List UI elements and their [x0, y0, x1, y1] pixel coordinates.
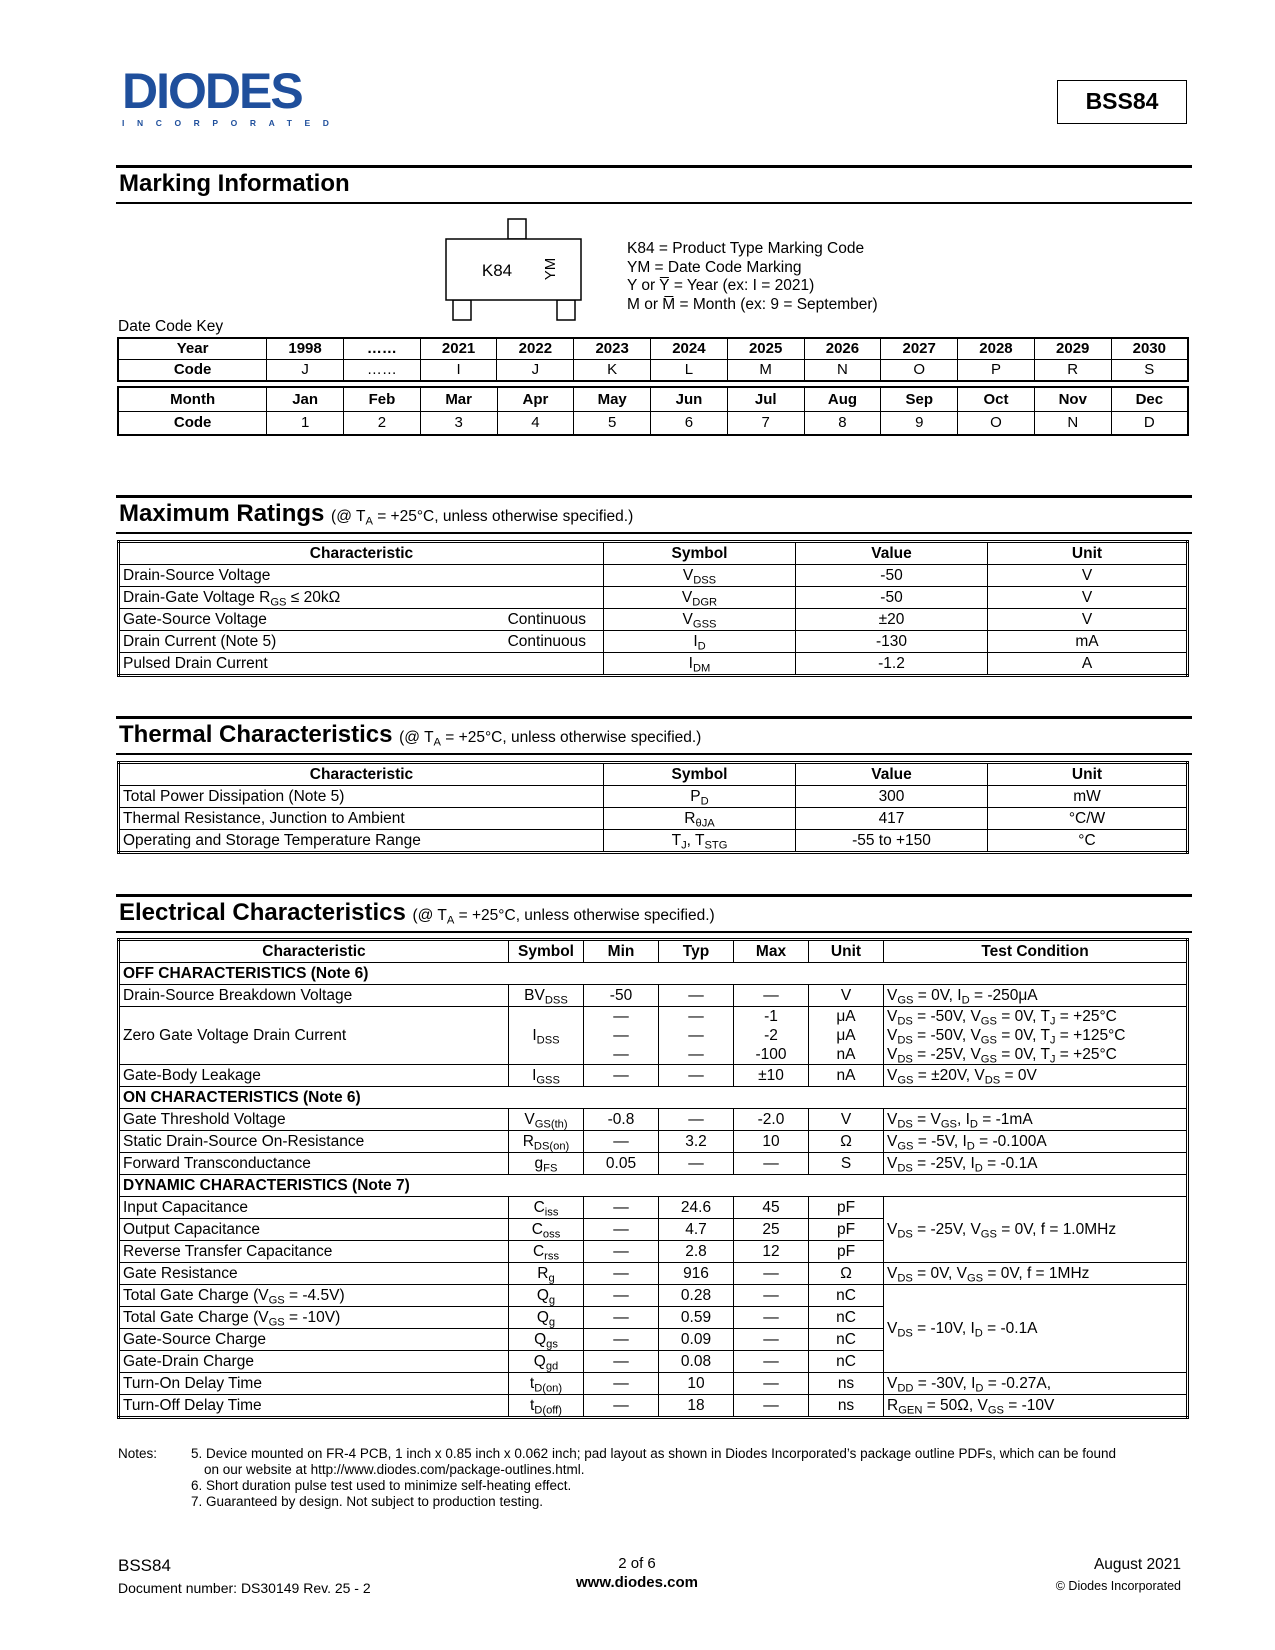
symbol-cell: $V_{GSS}$: [604, 609, 796, 631]
month-code-row: [118, 412, 1188, 436]
unit-cell: V: [809, 985, 884, 1007]
table-row: [119, 1109, 1188, 1131]
year-code-table: [117, 337, 1189, 382]
condition-note: Continuous: [507, 633, 586, 650]
section-rule: [116, 165, 1192, 168]
test-condition-cell: $V_{DS} = -50V$, $V_{GS} = 0V$, $T_J = +25^\circ C$ $V_{DS} = -50V$, $V_{GS} = 0V$, $T_J = +125^\circ C$ $V_{DS} = -25V$, $V_{GS} = 0V$, $T_J = +25^\circ C$: [884, 1007, 1188, 1065]
date-code-cell: 4: [497, 412, 574, 436]
table-row: [119, 1263, 1188, 1285]
symbol-cell: $T_J$, $T_{STG}$: [604, 830, 796, 853]
symbol-cell: $V_{DGR}$: [604, 587, 796, 609]
unit-cell: nC: [809, 1329, 884, 1351]
typ-cell: 916: [659, 1263, 734, 1285]
characteristic-cell: Total Power Dissipation (Note 5): [119, 786, 604, 808]
characteristic-cell: Zero Gate Voltage Drain Current: [119, 1007, 509, 1065]
year-label: Year: [118, 338, 267, 360]
date-code-cell: 6: [651, 412, 728, 436]
year-row: [118, 338, 1188, 360]
table-row: [119, 587, 1188, 609]
characteristic-cell: Drain-Source Breakdown Voltage: [119, 985, 509, 1007]
table-row: [119, 1007, 1188, 1065]
date-code-cell: 1: [267, 412, 344, 436]
symbol-cell: $I_{GSS}$: [509, 1065, 584, 1087]
min-cell: —: [584, 1395, 659, 1418]
col-header: Value: [796, 763, 988, 786]
month-label: Month: [118, 387, 267, 412]
value-cell: -55 to +150: [796, 830, 988, 853]
date-code-cell: Sep: [881, 387, 958, 412]
thermal-title: [119, 721, 701, 749]
year-code-row: [118, 360, 1188, 382]
date-code-cell: May: [574, 387, 651, 412]
characteristic-cell: Operating and Storage Temperature Range: [119, 830, 604, 853]
legend-line: YM = Date Code Marking: [627, 258, 802, 276]
month-row: [118, 387, 1188, 412]
unit-cell: nC: [809, 1307, 884, 1329]
date-code-cell: P: [958, 360, 1035, 382]
unit-cell: °C/W: [988, 808, 1188, 830]
min-cell: —: [584, 1351, 659, 1373]
date-code-cell: J: [267, 360, 344, 382]
date-code-cell: 9: [881, 412, 958, 436]
date-code-cell: 2: [344, 412, 421, 436]
date-code-cell: Jun: [651, 387, 728, 412]
table-row: [119, 631, 1188, 653]
diodes-logo: [122, 63, 342, 130]
unit-cell: nC: [809, 1285, 884, 1307]
table-row: [119, 786, 1188, 808]
value-cell: -50: [796, 587, 988, 609]
date-code-cell: 2024: [651, 338, 728, 360]
max-cell: 12: [734, 1241, 809, 1263]
max-ratings-condition: [331, 508, 634, 528]
date-code-cell: K: [574, 360, 651, 382]
thermal-table: [117, 761, 1189, 854]
package-marking-diagram: [445, 218, 595, 322]
date-code-cell: Apr: [497, 387, 574, 412]
max-ratings-title: [119, 500, 633, 528]
typ-cell: 3.2: [659, 1131, 734, 1153]
characteristic-cell: Input Capacitance: [119, 1197, 509, 1219]
test-condition-cell: $V_{DS} = -10V$, $I_D = -0.1A$: [884, 1285, 1188, 1373]
max-cell: 25: [734, 1219, 809, 1241]
col-header: Unit: [809, 940, 884, 963]
max-cell: —: [734, 1285, 809, 1307]
footer-date: August 2021: [1093, 1556, 1181, 1573]
symbol-cell: $t_{D(off)}$: [509, 1395, 584, 1418]
unit-cell: V: [988, 609, 1188, 631]
test-condition-cell: $V_{DS} = V_{GS}$, $I_D = -1mA$: [884, 1109, 1188, 1131]
logo-wordmark: DIODES: [122, 63, 302, 119]
date-code-cell: R: [1034, 360, 1111, 382]
symbol-cell: $Q_g$: [509, 1307, 584, 1329]
date-code-cell: 5: [574, 412, 651, 436]
thermal-condition: [399, 729, 702, 749]
unit-cell: °C: [988, 830, 1188, 853]
col-header: Value: [796, 542, 988, 565]
characteristic-cell: Gate-Source Charge: [119, 1329, 509, 1351]
max-cell: —: [734, 1263, 809, 1285]
group-heading-cell: DYNAMIC CHARACTERISTICS (Note 7): [119, 1175, 1188, 1197]
test-condition-cell: $V_{GS} = -5V$, $I_D = -0.100A$: [884, 1131, 1188, 1153]
max-cell: 10: [734, 1131, 809, 1153]
unit-cell: nA: [809, 1065, 884, 1087]
symbol-cell: $C_{oss}$: [509, 1219, 584, 1241]
date-code-cell: 7: [727, 412, 804, 436]
test-condition-cell: $V_{DS} = -25V$, $V_{GS} = 0V$, f = 1.0MHz: [884, 1197, 1188, 1263]
typ-cell: 24.6: [659, 1197, 734, 1219]
cond-post: = +25°C, unless otherwise specified.): [372, 508, 634, 525]
min-cell: —: [584, 1219, 659, 1241]
section-rule: [116, 716, 1192, 719]
min-cell: —: [584, 1263, 659, 1285]
date-code-cell: 2023: [574, 338, 651, 360]
symbol-cell: $R_{\theta JA}$: [604, 808, 796, 830]
date-code-cell: N: [804, 360, 881, 382]
characteristic-cell: Gate Resistance: [119, 1263, 509, 1285]
date-code-cell: M: [727, 360, 804, 382]
note-item: 5. Device mounted on FR-4 PCB, 1 inch x 0.85 inch x 0.062 inch; pad layout as shown in Diodes Incorporated’s package outline PDFs, which can be found: [191, 1446, 1117, 1461]
test-condition-cell: $V_{GS} = \pm 20V$, $V_{DS} = 0V$: [884, 1065, 1188, 1087]
table-row: [119, 1175, 1188, 1197]
table-row: [119, 565, 1188, 587]
cond-pre: (@ T: [412, 907, 447, 924]
test-condition-cell: $V_{DS} = 0V$, $V_{GS} = 0V$, f = 1MHz: [884, 1263, 1188, 1285]
footer-page: 2 of 6: [618, 1555, 656, 1572]
date-code-cell: Dec: [1111, 387, 1188, 412]
cond-post: = +25°C, unless otherwise specified.): [454, 907, 715, 924]
symbol-cell: $C_{rss}$: [509, 1241, 584, 1263]
characteristic-cell: Pulsed Drain Current: [119, 653, 604, 676]
value-cell: ±20: [796, 609, 988, 631]
max-cell: —: [734, 1373, 809, 1395]
cond-sub: A: [446, 914, 455, 927]
cond-sub: A: [365, 515, 373, 528]
min-cell: —: [584, 1329, 659, 1351]
max-cell: —: [734, 1329, 809, 1351]
symbol-cell: $I_{DSS}$: [509, 1007, 584, 1065]
symbol-cell: $I_{DM}$: [604, 653, 796, 676]
col-header: Characteristic: [119, 763, 604, 786]
col-header: Characteristic: [119, 542, 604, 565]
table-row: [119, 1065, 1188, 1087]
max-cell: —: [734, 1395, 809, 1418]
characteristic-cell: Turn-Off Delay Time: [119, 1395, 509, 1418]
value-cell: -130: [796, 631, 988, 653]
legend-line: Y or Y̅ = Year (ex: I = 2021): [627, 277, 815, 294]
unit-cell: mA: [988, 631, 1188, 653]
characteristic-cell: Drain-Source Voltage: [119, 565, 604, 587]
date-code-cell: Jan: [267, 387, 344, 412]
package-code-text: K84: [481, 261, 513, 280]
condition-note: Continuous: [507, 611, 586, 628]
date-code-cell: 1998: [267, 338, 344, 360]
value-cell: 300: [796, 786, 988, 808]
typ-cell: 0.28: [659, 1285, 734, 1307]
max-cell: —: [734, 985, 809, 1007]
unit-cell: V: [988, 587, 1188, 609]
typ-cell: —: [659, 1065, 734, 1087]
characteristic-cell: Gate Threshold Voltage: [119, 1109, 509, 1131]
unit-cell: pF: [809, 1219, 884, 1241]
table-row: [119, 808, 1188, 830]
min-cell: —: [584, 1197, 659, 1219]
symbol-cell: $Q_g$: [509, 1285, 584, 1307]
date-code-cell: 2028: [958, 338, 1035, 360]
group-heading-cell: ON CHARACTERISTICS (Note 6): [119, 1087, 1188, 1109]
footer-copyright: © Diodes Incorporated: [1055, 1579, 1181, 1593]
table-row: [119, 1197, 1188, 1219]
electrical-title: [119, 899, 715, 927]
thermal-heading: Thermal Characteristics: [119, 721, 393, 748]
date-code-cell: Feb: [344, 387, 421, 412]
min-cell: —: [584, 1241, 659, 1263]
unit-cell: mW: [988, 786, 1188, 808]
section-rule: [116, 931, 1192, 933]
col-header: Typ: [659, 940, 734, 963]
table-row: [119, 1395, 1188, 1418]
typ-cell: 4.7: [659, 1219, 734, 1241]
test-condition-cell: $R_{GEN} = 50\Omega$, $V_{GS} = -10V$: [884, 1395, 1188, 1418]
typ-cell: —: [659, 1153, 734, 1175]
date-code-cell: ……: [343, 338, 420, 360]
typ-cell: 0.59: [659, 1307, 734, 1329]
table-header-row: [119, 940, 1188, 963]
min-cell: —: [584, 1065, 659, 1087]
unit-cell: nC: [809, 1351, 884, 1373]
value-cell: 417: [796, 808, 988, 830]
code-label: Code: [118, 360, 267, 382]
min-cell: -50: [584, 985, 659, 1007]
section-rule: [116, 495, 1192, 498]
table-row: [119, 830, 1188, 853]
col-header: Min: [584, 940, 659, 963]
typ-cell: 18: [659, 1395, 734, 1418]
table-row: [119, 1285, 1188, 1307]
value-cell: -50: [796, 565, 988, 587]
characteristic-cell: Total Gate Charge $(V_{GS} = -4.5V)$: [119, 1285, 509, 1307]
table-header-row: [119, 763, 1188, 786]
unit-cell: A: [988, 653, 1188, 676]
col-header: Max: [734, 940, 809, 963]
symbol-cell: $g_{FS}$: [509, 1153, 584, 1175]
marking-title: Marking Information: [119, 170, 350, 197]
characteristic-cell: Thermal Resistance, Junction to Ambient: [119, 808, 604, 830]
date-code-key-label: Date Code Key: [118, 318, 224, 335]
characteristic-cell: Total Gate Charge $(V_{GS} = -10V)$: [119, 1307, 509, 1329]
typ-cell: 10: [659, 1373, 734, 1395]
electrical-heading: Electrical Characteristics: [119, 899, 406, 926]
max-ratings-heading: Maximum Ratings: [119, 500, 325, 527]
symbol-cell: $BV_{DSS}$: [509, 985, 584, 1007]
section-rule: [116, 894, 1192, 897]
table-row: [119, 1153, 1188, 1175]
symbol-cell: $P_D$: [604, 786, 796, 808]
unit-cell: μA μA nA: [809, 1007, 884, 1065]
characteristic-cell: Drain Current (Note 5) Continuous: [119, 631, 604, 653]
symbol-cell: $Q_{gd}$: [509, 1351, 584, 1373]
unit-cell: ns: [809, 1373, 884, 1395]
unit-cell: S: [809, 1153, 884, 1175]
note-item: 7. Guaranteed by design. Not subject to production testing.: [191, 1494, 543, 1509]
note-item: 6. Short duration pulse test used to minimize self-heating effect.: [191, 1478, 572, 1493]
date-code-cell: D: [1111, 412, 1188, 436]
footer-website[interactable]: www.diodes.com: [576, 1574, 698, 1591]
col-header: Symbol: [509, 940, 584, 963]
characteristic-cell: Turn-On Delay Time: [119, 1373, 509, 1395]
col-header: Unit: [988, 542, 1188, 565]
date-code-cell: ……: [343, 360, 420, 382]
footer-docnum: Document number: DS30149 Rev. 25 - 2: [118, 1580, 371, 1596]
symbol-cell: $R_{DS(on)}$: [509, 1131, 584, 1153]
characteristic-cell: Gate-Drain Charge: [119, 1351, 509, 1373]
max-cell: —: [734, 1351, 809, 1373]
date-code-cell: 2029: [1034, 338, 1111, 360]
date-code-cell: Oct: [958, 387, 1035, 412]
notes-label: Notes:: [118, 1446, 158, 1461]
min-cell: —: [584, 1307, 659, 1329]
typ-cell: 0.09: [659, 1329, 734, 1351]
max-cell: -2.0: [734, 1109, 809, 1131]
min-cell: 0.05: [584, 1153, 659, 1175]
month-code-table: [117, 386, 1189, 436]
typ-cell: 2.8: [659, 1241, 734, 1263]
col-header: Symbol: [604, 542, 796, 565]
date-code-cell: 2021: [420, 338, 497, 360]
characteristic-cell: Gate-Body Leakage: [119, 1065, 509, 1087]
table-row: [119, 1131, 1188, 1153]
characteristic-cell: Forward Transconductance: [119, 1153, 509, 1175]
section-rule: [116, 202, 1192, 204]
date-code-cell: 2027: [881, 338, 958, 360]
typ-cell: —: [659, 1109, 734, 1131]
section-rule: [116, 532, 1192, 534]
symbol-cell: $V_{DSS}$: [604, 565, 796, 587]
symbol-cell: $C_{iss}$: [509, 1197, 584, 1219]
symbol-cell: $V_{GS(th)}$: [509, 1109, 584, 1131]
symbol-cell: $t_{D(on)}$: [509, 1373, 584, 1395]
unit-cell: V: [809, 1109, 884, 1131]
package-date-text: YM: [542, 257, 559, 281]
value-cell: -1.2: [796, 653, 988, 676]
symbol-cell: $Q_{gs}$: [509, 1329, 584, 1351]
electrical-table: [117, 938, 1189, 1419]
max-ratings-table: [117, 540, 1189, 677]
max-cell: ±10: [734, 1065, 809, 1087]
test-condition-cell: $V_{DD} = -30V$, $I_D = -0.27A$,: [884, 1373, 1188, 1395]
legend-line: K84 = Product Type Marking Code: [627, 240, 865, 257]
test-condition-cell: $V_{GS} = 0V$, $I_D = -250\mu A$: [884, 985, 1188, 1007]
date-code-cell: S: [1111, 360, 1188, 382]
table-row: [119, 1087, 1188, 1109]
date-code-cell: I: [420, 360, 497, 382]
col-header: Characteristic: [119, 940, 509, 963]
date-code-cell: 2022: [497, 338, 574, 360]
unit-cell: ns: [809, 1395, 884, 1418]
typ-cell: —: [659, 985, 734, 1007]
col-header: Unit: [988, 763, 1188, 786]
max-cell: 45: [734, 1197, 809, 1219]
table-header-row: [119, 542, 1188, 565]
col-header: Symbol: [604, 763, 796, 786]
characteristic-cell: Drain-Gate Voltage $R_{GS} \le 20k\Omega$: [119, 587, 604, 609]
cond-pre: (@ T: [399, 729, 434, 746]
table-row: [119, 1373, 1188, 1395]
max-cell: —: [734, 1307, 809, 1329]
unit-cell: Ω: [809, 1131, 884, 1153]
unit-cell: pF: [809, 1197, 884, 1219]
table-row: [119, 653, 1188, 676]
cond-pre: (@ T: [331, 508, 366, 525]
date-code-cell: Nov: [1034, 387, 1111, 412]
date-code-cell: Aug: [804, 387, 881, 412]
characteristic-cell: Reverse Transfer Capacitance: [119, 1241, 509, 1263]
date-code-cell: 2030: [1111, 338, 1188, 360]
min-cell: — — —: [584, 1007, 659, 1065]
notes-list: [191, 1446, 1191, 1510]
marking-legend: [627, 240, 878, 314]
max-cell: -1 -2 -100: [734, 1007, 809, 1065]
cond-post: = +25°C, unless otherwise specified.): [440, 729, 702, 746]
electrical-condition: [412, 907, 715, 927]
col-header: Test Condition: [884, 940, 1188, 963]
date-code-cell: 2026: [804, 338, 881, 360]
date-code-cell: O: [958, 412, 1035, 436]
table-row: [119, 609, 1188, 631]
note-item: on our website at http://www.diodes.com/package-outlines.html.: [204, 1462, 585, 1477]
date-code-cell: 8: [804, 412, 881, 436]
unit-cell: V: [988, 565, 1188, 587]
unit-cell: pF: [809, 1241, 884, 1263]
footer-part: BSS84: [118, 1556, 171, 1575]
date-code-cell: Jul: [727, 387, 804, 412]
characteristic-cell: Output Capacitance: [119, 1219, 509, 1241]
min-cell: —: [584, 1131, 659, 1153]
test-condition-cell: $V_{DS} = -25V$, $I_D = -0.1A$: [884, 1153, 1188, 1175]
code-label: Code: [118, 412, 267, 436]
typ-cell: — — —: [659, 1007, 734, 1065]
typ-cell: 0.08: [659, 1351, 734, 1373]
section-rule: [116, 753, 1192, 755]
date-code-cell: Mar: [420, 387, 497, 412]
table-row: [119, 985, 1188, 1007]
characteristic-cell: Gate-Source Voltage Continuous: [119, 609, 604, 631]
min-cell: -0.8: [584, 1109, 659, 1131]
table-row: [119, 963, 1188, 985]
date-code-cell: N: [1034, 412, 1111, 436]
max-cell: —: [734, 1153, 809, 1175]
date-code-cell: 2025: [727, 338, 804, 360]
date-code-cell: 3: [420, 412, 497, 436]
date-code-cell: L: [651, 360, 728, 382]
symbol-cell: $R_g$: [509, 1263, 584, 1285]
part-number-box: BSS84: [1057, 80, 1187, 124]
characteristic-cell: Static Drain-Source On-Resistance: [119, 1131, 509, 1153]
min-cell: —: [584, 1373, 659, 1395]
date-code-cell: J: [497, 360, 574, 382]
logo-subtitle: INCORPORATED: [122, 118, 342, 128]
group-heading-cell: OFF CHARACTERISTICS (Note 6): [119, 963, 1188, 985]
symbol-cell: $I_D$: [604, 631, 796, 653]
date-code-cell: O: [881, 360, 958, 382]
legend-line: M or M̅ = Month (ex: 9 = September): [627, 295, 878, 313]
min-cell: —: [584, 1285, 659, 1307]
cond-sub: A: [433, 736, 441, 749]
unit-cell: Ω: [809, 1263, 884, 1285]
